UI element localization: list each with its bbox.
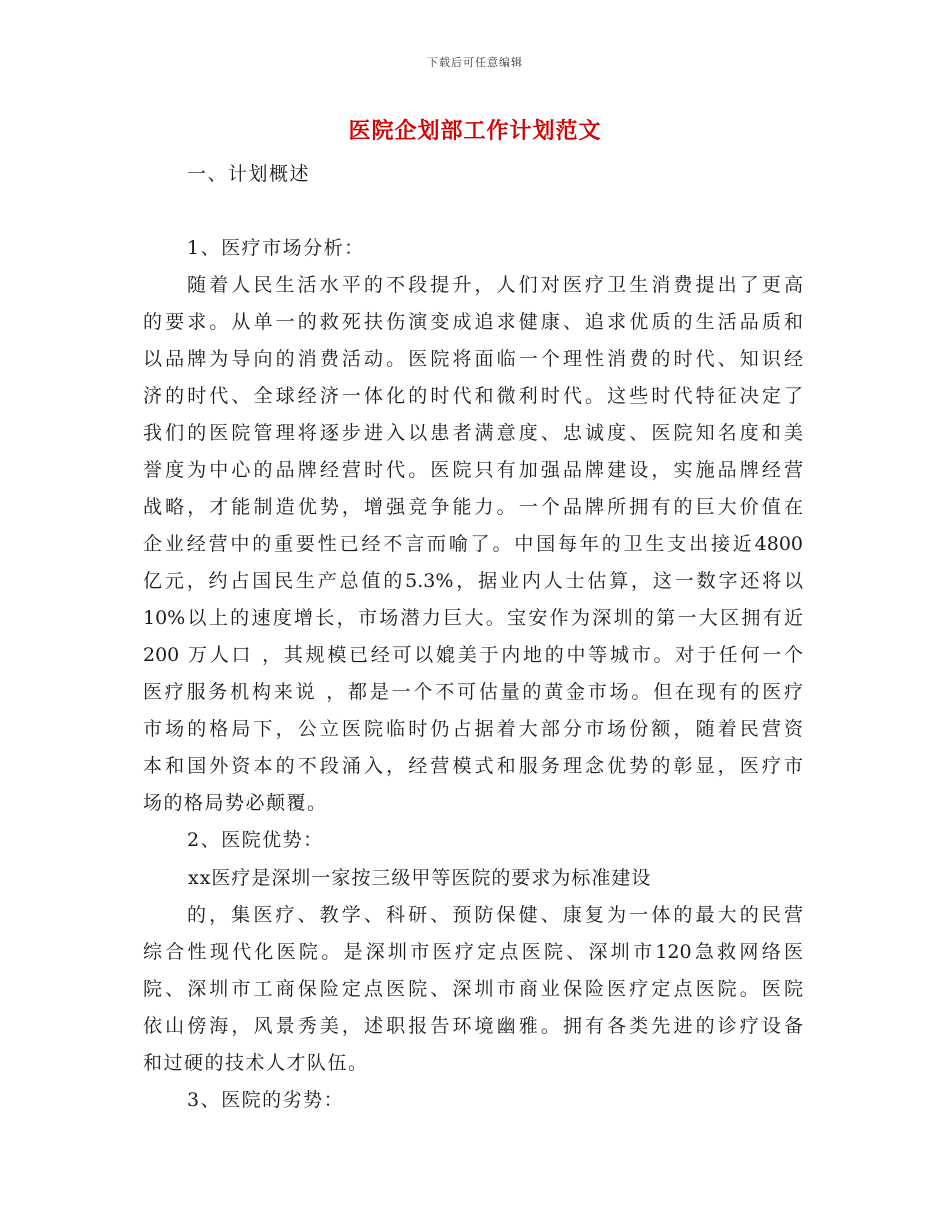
paragraph-line: 亿元，约占国民生产总值的5.3%，据业内人士估算，这一数字还将以 <box>143 570 803 592</box>
page-header-note: 下载后可任意编辑 <box>427 56 523 69</box>
paragraph-line: 场的格局势必颠覆。 <box>143 792 328 814</box>
paragraph-line: 济的时代、全球经济一体化的时代和微利时代。这些时代特征决定了 <box>143 385 803 407</box>
paragraph-line: 依山傍海，风景秀美，述职报告环境幽雅。拥有各类先进的诊疗设备 <box>143 1015 803 1037</box>
paragraph-line: 10%以上的速度增长，市场潜力巨大。宝安作为深圳的第一大区拥有近 <box>143 607 803 629</box>
paragraph-line: 和过硬的技术人才队伍。 <box>143 1052 369 1074</box>
section-heading-overview: 一、计划概述 <box>187 163 311 185</box>
paragraph-line: 院、深圳市工商保险定点医院、深圳市商业保险医疗定点医院。医院 <box>143 978 803 1000</box>
document-title: 医院企划部工作计划范文 <box>348 118 602 144</box>
paragraph-line: xx医疗是深圳一家按三级甲等医院的要求为标准建设 <box>188 867 652 889</box>
subheading-market-analysis: 1、医疗市场分析： <box>187 237 365 259</box>
paragraph-line: 以品牌为导向的消费活动。医院将面临一个理性消费的时代、知识经 <box>143 348 803 370</box>
paragraph-line: 的，集医疗、教学、科研、预防保健、康复为一体的最大的民营 <box>187 904 803 926</box>
paragraph-line: 企业经营中的重要性已经不言而喻了。中国每年的卫生支出接近4800 <box>143 533 803 555</box>
subheading-hospital-disadvantages: 3、医院的劣势： <box>187 1089 345 1111</box>
paragraph-line: 的要求。从单一的救死扶伤演变成追求健康、追求优质的生活品质和 <box>143 311 803 333</box>
paragraph-line: 随着人民生活水平的不段提升，人们对医疗卫生消费提出了更高 <box>187 274 803 296</box>
paragraph-line: 本和国外资本的不段涌入，经营模式和服务理念优势的彰显，医疗市 <box>143 755 803 777</box>
paragraph-line: 综合性现代化医院。是深圳市医疗定点医院、深圳市120急救网络医 <box>143 941 803 963</box>
paragraph-line: 200 万人口 ，其规模已经可以媲美于内地的中等城市。对于任何一个 <box>143 644 803 666</box>
paragraph-line: 我们的医院管理将逐步进入以患者满意度、忠诚度、医院知名度和美 <box>143 422 803 444</box>
paragraph-line: 医疗服务机构来说 ，都是一个不可估量的黄金市场。但在现有的医疗 <box>143 681 803 703</box>
paragraph-line: 战略，才能制造优势，增强竞争能力。一个品牌所拥有的巨大价值在 <box>143 496 803 518</box>
subheading-hospital-advantages: 2、医院优势： <box>187 829 324 851</box>
paragraph-line: 市场的格局下，公立医院临时仍占据着大部分市场份额，随着民营资 <box>143 718 803 740</box>
paragraph-line: 誉度为中心的品牌经营时代。医院只有加强品牌建设，实施品牌经营 <box>143 459 803 481</box>
